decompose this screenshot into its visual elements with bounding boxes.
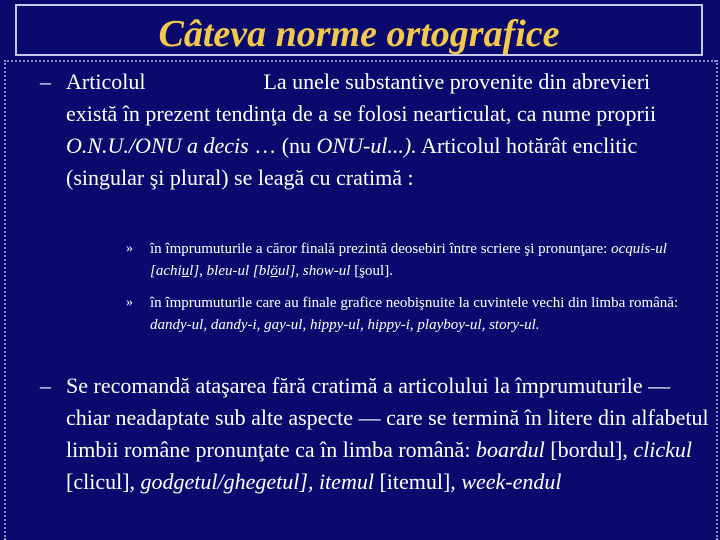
- lead-word: Articolul: [66, 69, 146, 94]
- title-bar: [15, 4, 703, 56]
- sub-text: în împrumuturile care au finale grafice neobişnuite la cuvintele vechi din limba română:: [150, 295, 679, 311]
- dash-bullet: –: [40, 373, 51, 398]
- paragraph-articolul: [40, 66, 700, 194]
- sub-text: [: [350, 263, 360, 279]
- example-weekendul: week-endul: [461, 469, 562, 494]
- sub-bullet-mark: »: [126, 295, 133, 310]
- paragraph-text: La unele substantive provenite din abrevieri există în prezent tendinţa de a se folosi nearticulat, ca nume proprii: [66, 69, 657, 126]
- sub-example: ocquis-ul [achiul], bleu-ul [blöul], show-ul: [150, 241, 667, 279]
- example-onu: O.N.U./ONU a decis: [66, 133, 249, 158]
- paragraph-text: [itemul],: [373, 469, 462, 494]
- paragraph-text: [bordul],: [544, 437, 634, 462]
- sub-text: oul].: [365, 263, 393, 279]
- example-clickul: clickul: [633, 437, 693, 462]
- paragraph-recomanda: [40, 370, 712, 498]
- sub-bullet-1: [126, 238, 710, 282]
- example-onu-ul: ONU-ul...).: [316, 133, 417, 158]
- sub-bullet-mark: »: [126, 241, 133, 256]
- dash-bullet: –: [40, 69, 51, 94]
- paragraph-body: [40, 66, 700, 194]
- dotted-frame-left: [4, 60, 8, 540]
- paragraph-text: … (nu: [248, 133, 317, 158]
- page-title: Câteva norme ortografice: [158, 13, 560, 55]
- example-boardul: boardul: [475, 437, 545, 462]
- sub-underlined: ş: [359, 263, 366, 279]
- paragraph-text: [clicul],: [66, 469, 141, 494]
- paragraph-text: Articolul hotărât enclitic (singular şi plural) se leagă cu cratimă :: [66, 133, 638, 190]
- dotted-frame-top: [4, 60, 716, 64]
- sub-text: în împrumuturile a căror finală prezintă deosebiri între scriere şi pronunţare:: [150, 241, 612, 257]
- paragraph-text: Se recomandă ataşarea fără cratimă a articolului la împrumuturile — chiar neadaptate sub alte aspecte — care se termină în litere din alfabetul limbii române pronunţate ca în limba română:: [66, 373, 709, 462]
- sub-examples: dandy-ul, dandy-i, gay-ul, hippy-ul, hippy-i, playboy-ul, story-ul.: [150, 317, 540, 333]
- example-godgetul: godgetul/ghegetul], itemul: [140, 469, 374, 494]
- dotted-frame-right: [714, 60, 718, 540]
- paragraph-body: [40, 370, 712, 498]
- sub-bullet-2: [126, 292, 710, 336]
